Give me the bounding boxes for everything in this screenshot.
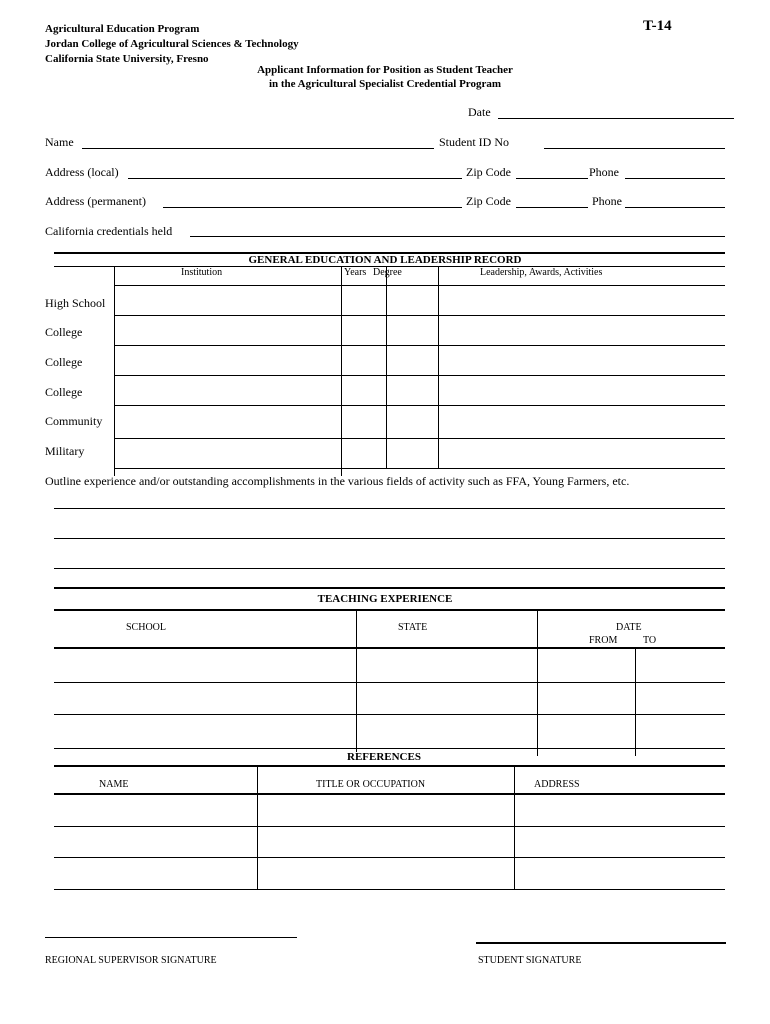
education-row-rule <box>114 285 725 286</box>
col-state: STATE <box>398 622 428 633</box>
references-title-rule <box>54 765 725 767</box>
header-block <box>45 22 299 67</box>
address-permanent-label: Address (permanent) <box>45 194 146 208</box>
education-title: GENERAL EDUCATION AND LEADERSHIP RECORD <box>248 254 522 266</box>
zip-field-2[interactable] <box>516 207 588 208</box>
row-label-high-school: High School <box>45 296 106 310</box>
col-date: DATE <box>616 622 642 633</box>
date-field[interactable] <box>498 118 734 119</box>
col-ref-address: ADDRESS <box>534 779 580 790</box>
outline-label: Outline experience and/or outstanding accomplishments in the various fields of activity such as FFA, Young Farmers, etc. <box>45 474 630 488</box>
zip-field-1[interactable] <box>516 178 588 179</box>
regional-signature-line[interactable] <box>45 937 297 938</box>
phone-field-1[interactable] <box>625 178 725 179</box>
form-title-line1: Applicant Information for Position as Student Teacher <box>257 64 513 76</box>
col-ref-title: TITLE OR OCCUPATION <box>316 779 426 790</box>
row-label-college-3: College <box>45 385 83 399</box>
col-leadership: Leadership, Awards, Activities <box>480 267 603 278</box>
teaching-col-line-1 <box>356 610 357 752</box>
name-label: Name <box>45 135 74 149</box>
references-row-rule <box>54 857 725 858</box>
credentials-field[interactable] <box>190 236 725 237</box>
col-to: TO <box>643 635 657 646</box>
col-ref-name: NAME <box>99 779 129 790</box>
form-title <box>0 63 770 91</box>
col-years: Years <box>344 267 367 278</box>
education-col-line-2 <box>341 267 342 476</box>
address-local-label: Address (local) <box>45 165 119 179</box>
teaching-col-line-3 <box>635 648 636 756</box>
references-row-rule <box>54 826 725 827</box>
teaching-top-rule <box>54 587 725 589</box>
name-field[interactable] <box>82 148 434 149</box>
education-row-rule <box>114 345 725 346</box>
education-row-rule <box>114 405 725 406</box>
teaching-header-rule <box>54 647 725 649</box>
student-signature-line[interactable] <box>476 942 726 944</box>
address-local-field[interactable] <box>128 178 462 179</box>
col-degree: Degree <box>373 267 402 278</box>
row-label-military: Military <box>45 444 85 458</box>
row-label-college-1: College <box>45 325 83 339</box>
references-col-line-2 <box>514 766 515 890</box>
references-title: REFERENCES <box>347 751 421 763</box>
phone-label-1: Phone <box>589 165 619 179</box>
form-code: T-14 <box>643 18 672 34</box>
phone-label-2: Phone <box>592 194 622 208</box>
col-school: SCHOOL <box>126 622 167 633</box>
phone-field-2[interactable] <box>625 207 725 208</box>
teaching-row-rule <box>54 714 725 715</box>
teaching-row-rule <box>54 682 725 683</box>
zip-label-2: Zip Code <box>466 194 511 208</box>
university-name: California State University, Fresno <box>45 53 209 65</box>
education-col-line-1 <box>114 267 115 476</box>
teaching-row-rule <box>54 748 725 749</box>
row-label-college-2: College <box>45 355 83 369</box>
teaching-col-line-2 <box>537 610 538 756</box>
education-row-rule <box>114 375 725 376</box>
row-label-community: Community <box>45 414 103 428</box>
references-header-rule <box>54 793 725 795</box>
education-row-rule <box>114 438 725 439</box>
date-label: Date <box>468 105 491 119</box>
outline-line-2[interactable] <box>54 538 725 539</box>
education-row-rule <box>114 468 725 469</box>
student-id-label: Student ID No <box>439 135 509 149</box>
address-permanent-field[interactable] <box>163 207 462 208</box>
education-row-rule <box>114 315 725 316</box>
col-institution: Institution <box>181 267 223 278</box>
regional-signature-label: REGIONAL SUPERVISOR SIGNATURE <box>45 955 217 966</box>
student-id-field[interactable] <box>544 148 725 149</box>
college-name: Jordan College of Agricultural Sciences & Technology <box>45 38 299 50</box>
teaching-title-rule <box>54 609 725 611</box>
outline-line-1[interactable] <box>54 508 725 509</box>
form-title-line2: in the Agricultural Specialist Credential Program <box>268 78 502 90</box>
teaching-title: TEACHING EXPERIENCE <box>317 593 453 605</box>
credentials-label: California credentials held <box>45 224 173 238</box>
program-name: Agricultural Education Program <box>45 23 200 35</box>
zip-label-1: Zip Code <box>466 165 511 179</box>
references-col-line-1 <box>257 766 258 890</box>
outline-line-3[interactable] <box>54 568 725 569</box>
col-from: FROM <box>589 635 618 646</box>
references-row-rule <box>54 889 725 890</box>
student-signature-label: STUDENT SIGNATURE <box>478 955 582 966</box>
